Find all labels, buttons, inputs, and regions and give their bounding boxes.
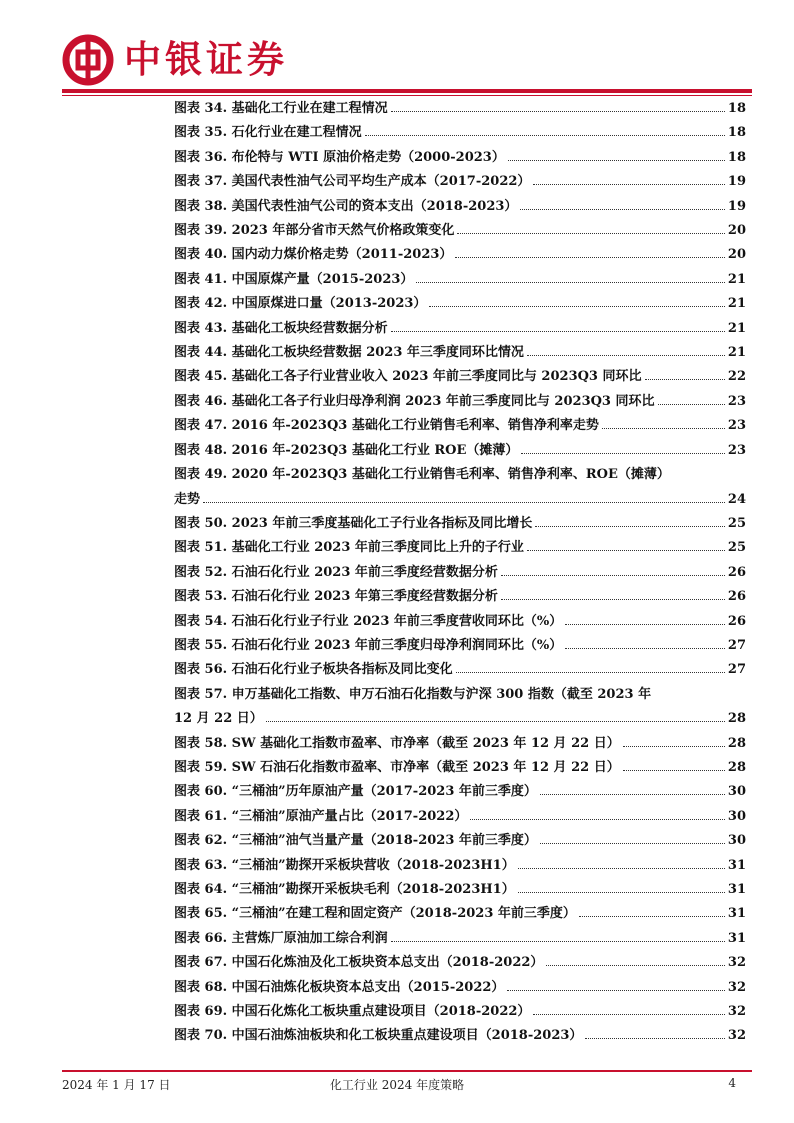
toc-entry[interactable] (174, 1000, 746, 1024)
toc-page-number: 23 (727, 442, 746, 458)
toc-entry[interactable] (174, 610, 746, 634)
toc-leader-dots (623, 770, 725, 771)
toc-leader-dots (602, 428, 725, 429)
toc-page-number: 21 (727, 345, 746, 361)
toc-entry-title: 图表 41. 中国原煤产量（2015-2023） (174, 271, 414, 287)
toc-page-number: 18 (727, 149, 746, 165)
toc-entry[interactable] (174, 976, 746, 1000)
toc-entry[interactable] (174, 390, 746, 414)
toc-entry-title: 图表 43. 基础化工板块经营数据分析 (174, 320, 388, 336)
toc-entry[interactable] (174, 292, 746, 316)
toc-page-number: 26 (727, 613, 746, 629)
header-rule (62, 89, 752, 93)
toc-page-number: 32 (727, 1028, 746, 1044)
toc-page-number: 31 (727, 882, 746, 897)
toc-entry[interactable] (174, 732, 746, 756)
toc-page-number: 30 (727, 833, 746, 849)
toc-page-number: 19 (727, 198, 746, 214)
toc-entry-title: 图表 36. 布伦特与 WTI 原油价格走势（2000-2023） (174, 149, 505, 165)
toc-page-number: 30 (727, 784, 746, 800)
footer-page-number: 4 (728, 1076, 736, 1090)
toc-entry-title: 图表 38. 美国代表性油气公司的资本支出（2018-2023） (174, 198, 518, 214)
toc-leader-dots (565, 624, 725, 625)
toc-page-number: 21 (727, 320, 746, 336)
toc-leader-dots (365, 135, 725, 136)
toc-leader-dots (391, 111, 725, 112)
toc-entry-title: 图表 67. 中国石化炼油及化工板块资本总支出（2018-2022） (174, 955, 544, 971)
toc-leader-dots (456, 672, 725, 673)
toc-leader-dots (457, 233, 725, 234)
toc-entry[interactable] (174, 634, 746, 658)
toc-leader-dots (585, 1038, 724, 1039)
toc-entry[interactable] (174, 463, 746, 512)
toc-leader-dots (546, 965, 724, 966)
toc-leader-dots (391, 941, 725, 942)
toc-entry-title: 图表 65. “三桶油”在建工程和固定资产（2018-2023 年前三季度） (174, 906, 576, 922)
toc-entry-title: 图表 49. 2020 年-2023Q3 基础化工行业销售毛利率、销售净利率、ROE（摊薄） (174, 467, 670, 483)
toc-leader-dots (203, 502, 725, 503)
toc-entry[interactable] (174, 805, 746, 829)
toc-entry[interactable] (174, 317, 746, 341)
brand-name: 中银证券 (124, 38, 288, 81)
toc-page-number: 22 (727, 369, 746, 385)
toc-page-number: 24 (727, 491, 746, 507)
toc-page-number: 20 (727, 223, 746, 239)
toc-entry-title: 图表 69. 中国石化炼化工板块重点建设项目（2018-2022） (174, 1004, 531, 1020)
toc-entry-title: 图表 61. “三桶油”原油产量占比（2017-2022） (174, 808, 468, 824)
toc-entry[interactable] (174, 658, 746, 682)
toc-entry[interactable] (174, 365, 746, 389)
toc-entry[interactable] (174, 878, 746, 902)
toc-entry[interactable] (174, 927, 746, 951)
toc-entry[interactable] (174, 512, 746, 536)
toc-page-number: 28 (727, 759, 746, 775)
toc-entry-title: 图表 37. 美国代表性油气公司平均生产成本（2017-2022） (174, 174, 531, 190)
toc-page-number: 32 (727, 1004, 746, 1020)
toc-leader-dots (507, 990, 724, 991)
toc-leader-dots (645, 379, 725, 380)
toc-entry-title: 图表 62. “三桶油”油气当量产量（2018-2023 年前三季度） (174, 833, 537, 849)
toc-entry[interactable] (174, 561, 746, 585)
bank-of-china-logo-icon (62, 34, 114, 86)
toc-entry[interactable] (174, 268, 746, 292)
toc-entry-title: 图表 55. 石油石化行业 2023 年前三季度归母净利润同环比（%） (174, 637, 563, 653)
toc-entry[interactable] (174, 97, 746, 121)
toc-leader-dots (508, 160, 725, 161)
toc-entry[interactable] (174, 219, 746, 243)
toc-leader-dots (521, 453, 724, 454)
toc-leader-dots (429, 306, 724, 307)
footer-title: 化工行业 2024 年度策略 (329, 1078, 465, 1092)
toc-leader-dots (565, 648, 725, 649)
toc-entry[interactable] (174, 683, 746, 732)
toc-entry-title: 图表 52. 石油石化行业 2023 年前三季度经营数据分析 (174, 564, 498, 580)
toc-leader-dots (533, 1014, 724, 1015)
toc-entry-title: 图表 57. 申万基础化工指数、申万石油石化指数与沪深 300 指数（截至 2023 年 (174, 686, 652, 702)
toc-leader-dots (658, 404, 725, 405)
toc-leader-dots (527, 355, 725, 356)
toc-leader-dots (518, 868, 725, 869)
toc-entry-title: 图表 70. 中国石油炼油板块和化工板块重点建设项目（2018-2023） (174, 1028, 583, 1044)
toc-leader-dots (416, 282, 724, 283)
toc-page-number: 23 (727, 393, 746, 409)
toc-entry-title: 图表 54. 石油石化行业子行业 2023 年前三季度营收同环比（%） (174, 613, 563, 629)
footer-rule (62, 1070, 752, 1072)
toc-entry-title: 图表 60. “三桶油”历年原油产量（2017-2023 年前三季度） (174, 784, 537, 800)
toc-page-number: 21 (727, 271, 746, 287)
footer-date: 2024 年 1 月 17 日 (62, 1078, 171, 1092)
toc-entry-title: 图表 51. 基础化工行业 2023 年前三季度同比上升的子行业 (174, 540, 524, 556)
toc-entry-title: 图表 63. “三桶油”勘探开采板块营收（2018-2023H1） (174, 857, 515, 873)
toc-leader-dots (501, 575, 725, 576)
toc-page-number: 23 (727, 418, 746, 434)
toc-leader-dots (540, 843, 725, 844)
figure-list (174, 97, 746, 1049)
toc-entry[interactable] (174, 780, 746, 804)
toc-entry-title-continued: 12 月 22 日） (174, 711, 263, 727)
toc-entry[interactable] (174, 146, 746, 170)
toc-page-number: 28 (727, 735, 746, 751)
toc-entry[interactable] (174, 829, 746, 853)
toc-entry[interactable] (174, 854, 746, 878)
toc-entry[interactable] (174, 1024, 746, 1048)
toc-entry-title-continued: 走势 (174, 491, 201, 507)
toc-page-number: 32 (727, 979, 746, 995)
toc-leader-dots (470, 819, 725, 820)
toc-page-number: 27 (727, 662, 746, 678)
toc-entry-title: 图表 48. 2016 年-2023Q3 基础化工行业 ROE（摊薄） (174, 442, 519, 458)
header-rule-thin (62, 95, 752, 96)
toc-leader-dots (540, 794, 725, 795)
toc-page-number: 21 (727, 296, 746, 312)
toc-entry-title: 图表 56. 石油石化行业子板块各指标及同比变化 (174, 662, 453, 678)
toc-page-number: 18 (727, 125, 746, 141)
toc-entry[interactable] (174, 341, 746, 365)
toc-page-number: 32 (727, 955, 746, 971)
toc-entry-title: 图表 66. 主营炼厂原油加工综合利润 (174, 930, 388, 946)
toc-leader-dots (527, 550, 725, 551)
toc-leader-dots (266, 721, 725, 722)
toc-entry-title: 图表 35. 石化行业在建工程情况 (174, 125, 362, 141)
toc-page-number: 25 (727, 515, 746, 531)
toc-entry-title: 图表 44. 基础化工板块经营数据 2023 年三季度同环比情况 (174, 345, 524, 361)
toc-leader-dots (520, 209, 724, 210)
toc-entry[interactable] (174, 243, 746, 267)
toc-entry-title: 图表 34. 基础化工行业在建工程情况 (174, 101, 388, 116)
toc-leader-dots (535, 526, 725, 527)
toc-entry-title: 图表 68. 中国石油炼化板块资本总支出（2015-2022） (174, 979, 505, 995)
toc-leader-dots (533, 184, 724, 185)
toc-entry-title: 图表 39. 2023 年部分省市天然气价格政策变化 (174, 223, 455, 239)
toc-entry[interactable] (174, 536, 746, 560)
toc-entry[interactable] (174, 121, 746, 145)
toc-entry-title: 图表 45. 基础化工各子行业营业收入 2023 年前三季度同比与 2023Q3 同环比 (174, 369, 642, 385)
toc-entry-title: 图表 47. 2016 年-2023Q3 基础化工行业销售毛利率、销售净利率走势 (174, 418, 599, 434)
toc-entry[interactable] (174, 439, 746, 463)
toc-page-number: 31 (727, 906, 746, 922)
toc-leader-dots (391, 331, 725, 332)
toc-leader-dots (518, 892, 725, 893)
toc-leader-dots (623, 746, 725, 747)
toc-entry-title: 图表 59. SW 石油石化指数市盈率、市净率（截至 2023 年 12 月 22 日） (174, 759, 620, 775)
toc-entry-title: 图表 64. “三桶油”勘探开采板块毛利（2018-2023H1） (174, 882, 515, 897)
toc-entry[interactable] (174, 951, 746, 975)
toc-page-number: 30 (727, 808, 746, 824)
toc-page-number: 31 (727, 930, 746, 946)
toc-entry-title: 图表 40. 国内动力煤价格走势（2011-2023） (174, 247, 453, 263)
toc-entry[interactable] (174, 902, 746, 926)
toc-page-number: 27 (727, 637, 746, 653)
toc-page-number: 19 (727, 174, 746, 190)
toc-entry-title: 图表 58. SW 基础化工指数市盈率、市净率（截至 2023 年 12 月 22 日） (174, 735, 620, 751)
toc-entry[interactable] (174, 170, 746, 194)
toc-leader-dots (455, 257, 724, 258)
toc-entry-title: 图表 53. 石油石化行业 2023 年第三季度经营数据分析 (174, 589, 498, 605)
toc-entry-title: 图表 46. 基础化工各子行业归母净利润 2023 年前三季度同比与 2023Q3 同环比 (174, 393, 655, 409)
toc-entry[interactable] (174, 195, 746, 219)
toc-entry-title: 图表 50. 2023 年前三季度基础化工子行业各指标及同比增长 (174, 515, 533, 531)
toc-leader-dots (579, 916, 725, 917)
toc-page-number: 28 (727, 711, 746, 727)
toc-entry[interactable] (174, 414, 746, 438)
toc-page-number: 20 (727, 247, 746, 263)
toc-page-number: 25 (727, 540, 746, 556)
toc-page-number: 31 (727, 857, 746, 873)
toc-entry[interactable] (174, 585, 746, 609)
toc-page-number: 18 (727, 101, 746, 116)
toc-entry[interactable] (174, 756, 746, 780)
toc-page-number: 26 (727, 564, 746, 580)
toc-entry-title: 图表 42. 中国原煤进口量（2013-2023） (174, 296, 427, 312)
toc-leader-dots (501, 599, 725, 600)
toc-page-number: 26 (727, 589, 746, 605)
